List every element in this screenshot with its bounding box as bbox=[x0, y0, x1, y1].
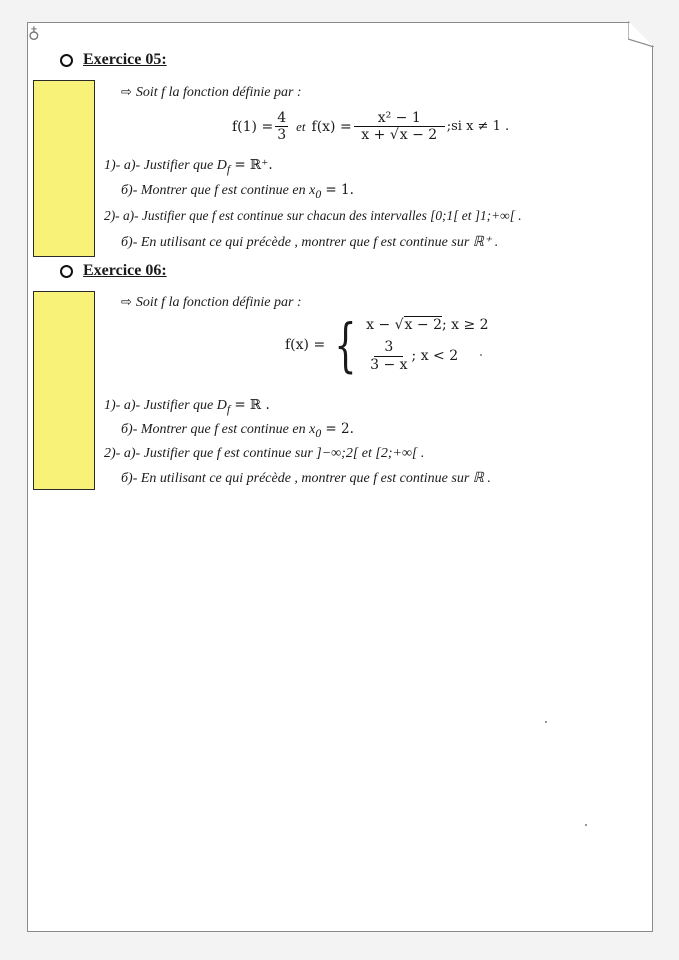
ex06-q1b-text: б)- Montrer que f est continue en x bbox=[121, 422, 316, 437]
speck bbox=[545, 721, 547, 723]
ex06-q2a: 2)- a)- Justifier que f est continue sur ]−∞;2[ et [2;+∞[ . bbox=[104, 446, 425, 461]
ex05-q1b bbox=[121, 182, 354, 201]
folded-corner bbox=[628, 21, 654, 47]
speck bbox=[585, 824, 587, 826]
ex06-q1b-sub: 0 bbox=[315, 426, 322, 440]
ex06-case1-sqrt: x − 2 bbox=[404, 317, 442, 334]
ex05-fx-den-pre: x + bbox=[361, 127, 390, 144]
ex05-f1-den: 3 bbox=[277, 127, 287, 144]
ex06-q2b: б)- En utilisant ce qui précède , montrer que f est continue sur ℝ . bbox=[121, 471, 491, 486]
ex05-q1a bbox=[104, 157, 273, 176]
answer-box-ex06 bbox=[33, 291, 95, 490]
ex06-case2-cond: ; x < 2 bbox=[411, 348, 459, 364]
ex05-definition bbox=[232, 110, 509, 143]
ex05-q2b: б)- En utilisant ce qui précède , montrer que f est continue sur ℝ⁺ . bbox=[121, 235, 499, 250]
ex05-f1-num: 4 bbox=[277, 110, 287, 126]
ex06-q1a bbox=[104, 397, 270, 416]
ex05-fx-fraction bbox=[354, 110, 445, 143]
circle-bullet-icon bbox=[60, 265, 73, 278]
arrow-right-icon: ⇨ bbox=[121, 84, 132, 99]
exercise-05-heading bbox=[60, 51, 167, 69]
ex05-q2a: 2)- a)- Justifier que f est continue sur chacun des intervalles [0;1[ et ]1;+∞[ . bbox=[104, 208, 522, 223]
ex05-q1a-text: 1)- a)- Justifier que D bbox=[104, 158, 227, 173]
arrow-right-icon: ⇨ bbox=[121, 294, 132, 309]
ex06-q1b bbox=[121, 421, 354, 440]
ex05-intro-text: Soit f la fonction définie par : bbox=[135, 85, 302, 100]
answer-box-ex05 bbox=[33, 80, 95, 257]
ex06-case2-fraction bbox=[368, 339, 409, 372]
speck bbox=[480, 354, 482, 356]
ex05-condition: ;si x ≠ 1 . bbox=[446, 119, 510, 135]
ex06-q1a-sub: f bbox=[226, 402, 231, 416]
ex05-f1-lhs: f(1) = bbox=[232, 118, 274, 135]
ex06-q1b-tail: = 2. bbox=[321, 421, 354, 437]
ex06-q1a-text: 1)- a)- Justifier que D bbox=[104, 398, 227, 413]
ex05-fx-den: x + √x − 2 bbox=[361, 127, 438, 144]
lightbulb-icon: ♁ bbox=[28, 23, 40, 42]
ex06-case-2 bbox=[366, 339, 489, 372]
ex06-case2-den: 3 − x bbox=[370, 356, 408, 373]
ex06-case1-pre: x − bbox=[366, 317, 395, 334]
ex06-piecewise-definition bbox=[285, 311, 489, 379]
exercise-06-title: Exercice 06: bbox=[83, 262, 167, 279]
ex06-cases bbox=[366, 317, 489, 372]
ex06-intro bbox=[121, 294, 302, 311]
ex06-case2-num: 3 bbox=[374, 339, 403, 356]
exercise-05-title: Exercice 05: bbox=[83, 51, 167, 68]
ex06-fx-lhs: f(x) = bbox=[285, 337, 326, 353]
exercise-06-heading bbox=[60, 262, 167, 280]
circle-bullet-icon bbox=[60, 54, 73, 67]
ex06-case-1: x − √x − 2; x ≥ 2 bbox=[366, 317, 489, 334]
ex05-q1b-text: б)- Montrer que f est continue en x bbox=[121, 183, 316, 198]
ex05-f1-fraction bbox=[275, 110, 288, 143]
ex05-fx-num: x² − 1 bbox=[354, 110, 445, 127]
ex06-intro-text: Soit f la fonction définie par : bbox=[135, 295, 302, 310]
ex06-case1-cond: ; x ≥ 2 bbox=[441, 317, 489, 334]
ex06-q1a-tail: = ℝ . bbox=[230, 397, 270, 413]
ex05-fx-lhs: f(x) = bbox=[311, 118, 352, 135]
ex05-q1a-tail: = ℝ⁺. bbox=[230, 157, 273, 173]
ex05-fx-den-sqrt: x − 2 bbox=[399, 127, 438, 144]
ex05-q1b-tail: = 1. bbox=[321, 182, 354, 198]
left-brace: { bbox=[334, 311, 357, 379]
ex05-q1a-sub: f bbox=[226, 162, 231, 176]
ex05-intro bbox=[121, 84, 302, 101]
ex05-et: et bbox=[296, 118, 306, 134]
ex05-q1b-sub: 0 bbox=[315, 187, 322, 201]
